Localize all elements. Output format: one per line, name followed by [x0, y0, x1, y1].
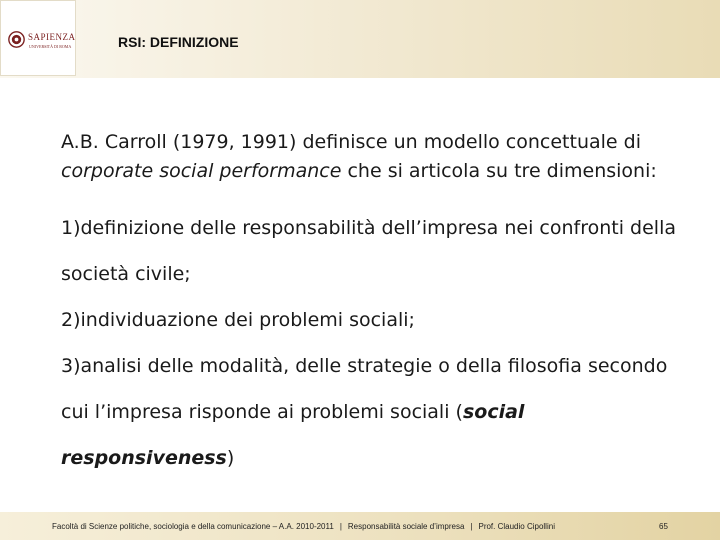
intro-paragraph [61, 128, 691, 186]
slide-body [61, 128, 691, 481]
page-number: 65 [659, 522, 668, 531]
item3-text-end: ) [226, 447, 235, 469]
footer-course: Responsabilità sociale d’impresa [347, 522, 465, 531]
footer-separator: | [470, 522, 473, 531]
slide-title: RSI: DEFINIZIONE [118, 34, 239, 50]
list-item-3 [61, 343, 691, 481]
footer-text [52, 522, 555, 531]
university-seal-icon [8, 31, 25, 48]
intro-text-start: A.B. Carroll (1979, 1991) definisce un modello concettuale di [61, 131, 641, 153]
logo-subtitle: UNIVERSITÀ DI ROMA [29, 44, 72, 49]
header-band [0, 0, 720, 78]
footer-professor: Prof. Claudio Cipollini [478, 522, 555, 531]
item3-italic-term: social responsiveness [61, 401, 525, 469]
footer-faculty: Facoltà di Scienze politiche, sociologia e della comunicazione – A.A. 2010-2011 [52, 522, 334, 531]
logo-wordmark: SAPIENZA [28, 32, 76, 42]
footer-separator: | [339, 522, 342, 531]
list-item-2: 2)individuazione dei problemi sociali; [61, 309, 415, 331]
intro-text-end: che si articola su tre dimensioni: [341, 160, 657, 182]
list-item-1: 1)definizione delle responsabilità dell’impresa nei confronti della società civile; [61, 217, 676, 285]
intro-italic-term: corporate social performance [61, 160, 342, 182]
item3-text-start: 3)analisi delle modalità, delle strategie o della filosofia secondo cui l’impresa risponde ai problemi sociali ( [61, 355, 668, 423]
university-logo [0, 0, 76, 76]
